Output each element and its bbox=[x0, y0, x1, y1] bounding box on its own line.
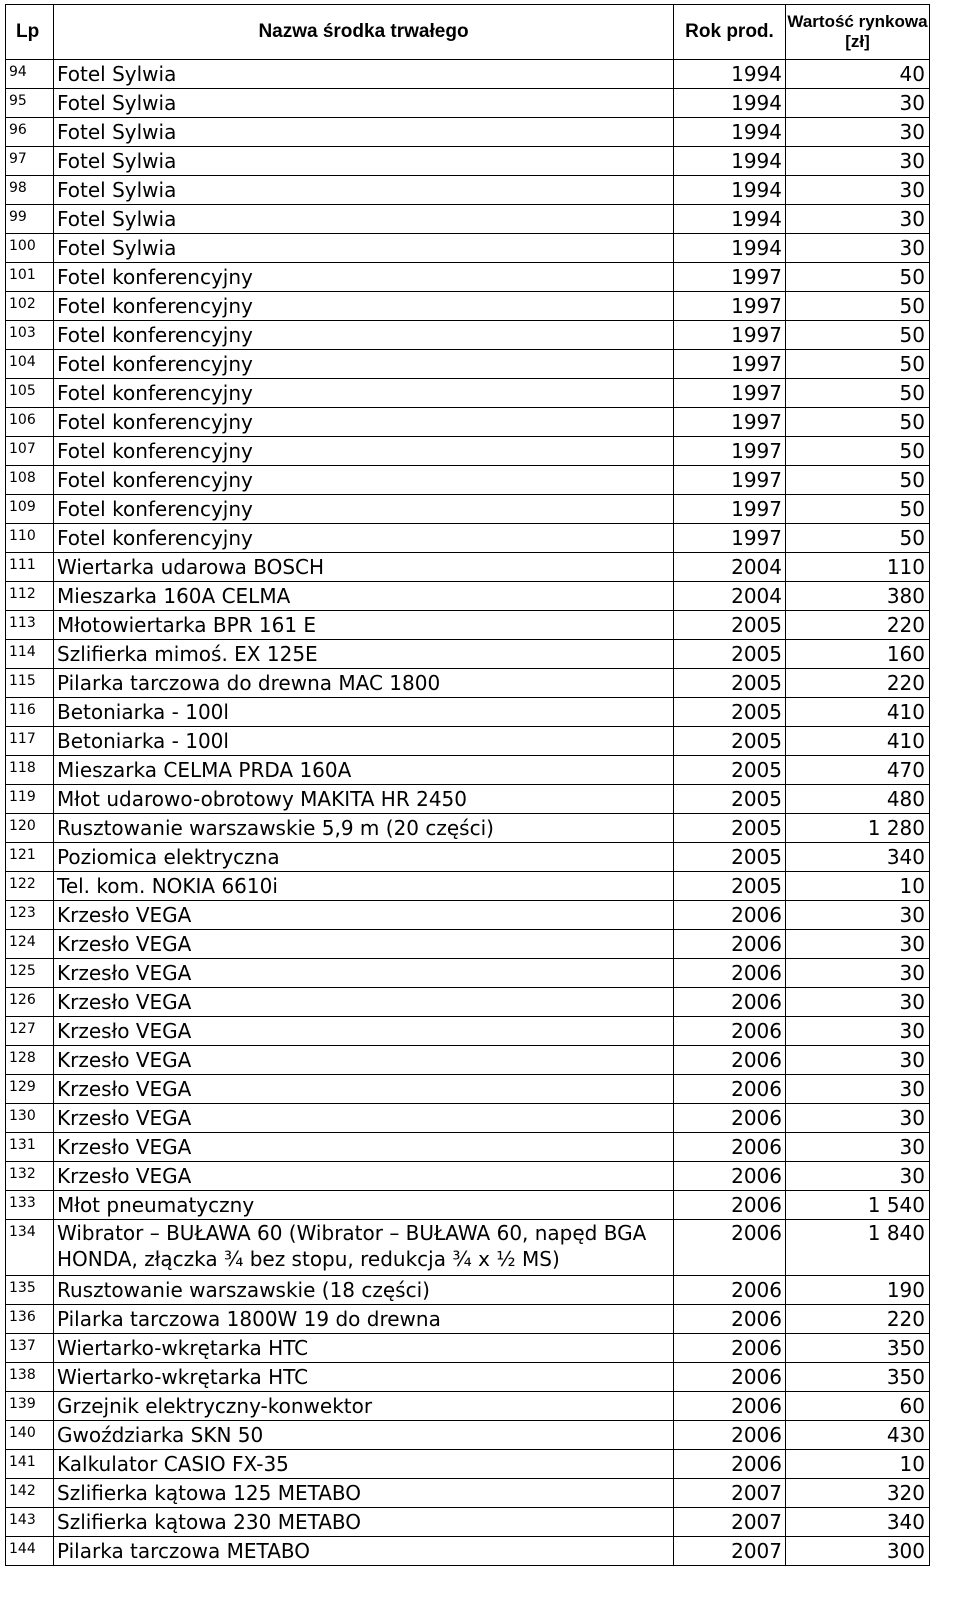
market-value-cell: 220 bbox=[786, 611, 930, 640]
table-row bbox=[6, 205, 930, 234]
lp-cell: 136 bbox=[6, 1305, 54, 1334]
lp-cell: 117 bbox=[6, 727, 54, 756]
lp-cell: 118 bbox=[6, 756, 54, 785]
lp-cell: 143 bbox=[6, 1508, 54, 1537]
table-row bbox=[6, 727, 930, 756]
production-year-cell: 2006 bbox=[674, 1363, 786, 1392]
production-year-cell: 2006 bbox=[674, 1305, 786, 1334]
table-row bbox=[6, 1133, 930, 1162]
lp-cell: 126 bbox=[6, 988, 54, 1017]
lp-cell: 105 bbox=[6, 379, 54, 408]
market-value-cell: 30 bbox=[786, 205, 930, 234]
table-row bbox=[6, 1508, 930, 1537]
production-year-cell: 1994 bbox=[674, 234, 786, 263]
asset-name-cell: Fotel konferencyjny bbox=[54, 263, 674, 292]
production-year-cell: 1994 bbox=[674, 89, 786, 118]
asset-name-cell: Fotel Sylwia bbox=[54, 234, 674, 263]
lp-cell: 141 bbox=[6, 1450, 54, 1479]
lp-cell: 114 bbox=[6, 640, 54, 669]
table-row bbox=[6, 350, 930, 379]
production-year-cell: 2006 bbox=[674, 1133, 786, 1162]
asset-name-cell: Fotel Sylwia bbox=[54, 176, 674, 205]
asset-name-cell: Rusztowanie warszawskie 5,9 m (20 części) bbox=[54, 814, 674, 843]
market-value-cell: 30 bbox=[786, 1162, 930, 1191]
header-year: Rok prod. bbox=[674, 5, 786, 60]
table-row bbox=[6, 930, 930, 959]
asset-list-sheet bbox=[5, 4, 930, 1566]
table-row bbox=[6, 1276, 930, 1305]
table-row bbox=[6, 1537, 930, 1566]
lp-cell: 116 bbox=[6, 698, 54, 727]
table-row bbox=[6, 1334, 930, 1363]
asset-name-cell: Rusztowanie warszawskie (18 części) bbox=[54, 1276, 674, 1305]
production-year-cell: 2005 bbox=[674, 640, 786, 669]
header-row bbox=[6, 5, 930, 60]
production-year-cell: 1994 bbox=[674, 176, 786, 205]
lp-cell: 124 bbox=[6, 930, 54, 959]
market-value-cell: 30 bbox=[786, 234, 930, 263]
lp-cell: 99 bbox=[6, 205, 54, 234]
market-value-cell: 40 bbox=[786, 60, 930, 89]
market-value-cell: 50 bbox=[786, 263, 930, 292]
production-year-cell: 2005 bbox=[674, 698, 786, 727]
asset-name-cell: Krzesło VEGA bbox=[54, 959, 674, 988]
table-row bbox=[6, 640, 930, 669]
table-row bbox=[6, 524, 930, 553]
lp-cell: 129 bbox=[6, 1075, 54, 1104]
production-year-cell: 2006 bbox=[674, 1104, 786, 1133]
asset-name-cell: Pilarka tarczowa METABO bbox=[54, 1537, 674, 1566]
lp-cell: 101 bbox=[6, 263, 54, 292]
lp-cell: 100 bbox=[6, 234, 54, 263]
table-row bbox=[6, 118, 930, 147]
production-year-cell: 1997 bbox=[674, 379, 786, 408]
lp-cell: 127 bbox=[6, 1017, 54, 1046]
market-value-cell: 30 bbox=[786, 176, 930, 205]
table-row bbox=[6, 176, 930, 205]
market-value-cell: 410 bbox=[786, 698, 930, 727]
market-value-cell: 470 bbox=[786, 756, 930, 785]
market-value-cell: 50 bbox=[786, 350, 930, 379]
market-value-cell: 50 bbox=[786, 495, 930, 524]
lp-cell: 119 bbox=[6, 785, 54, 814]
asset-name-cell: Krzesło VEGA bbox=[54, 901, 674, 930]
production-year-cell: 2006 bbox=[674, 959, 786, 988]
lp-cell: 133 bbox=[6, 1191, 54, 1220]
lp-cell: 132 bbox=[6, 1162, 54, 1191]
market-value-cell: 380 bbox=[786, 582, 930, 611]
asset-name-cell: Tel. kom. NOKIA 6610i bbox=[54, 872, 674, 901]
asset-name-cell: Fotel konferencyjny bbox=[54, 379, 674, 408]
market-value-cell: 340 bbox=[786, 1508, 930, 1537]
production-year-cell: 2006 bbox=[674, 1334, 786, 1363]
production-year-cell: 2006 bbox=[674, 1162, 786, 1191]
market-value-cell: 10 bbox=[786, 872, 930, 901]
production-year-cell: 1997 bbox=[674, 408, 786, 437]
production-year-cell: 2004 bbox=[674, 553, 786, 582]
asset-name-cell: Fotel konferencyjny bbox=[54, 495, 674, 524]
production-year-cell: 2006 bbox=[674, 1017, 786, 1046]
lp-cell: 103 bbox=[6, 321, 54, 350]
asset-name-cell: Kalkulator CASIO FX-35 bbox=[54, 1450, 674, 1479]
lp-cell: 111 bbox=[6, 553, 54, 582]
table-row bbox=[6, 1104, 930, 1133]
production-year-cell: 2006 bbox=[674, 1046, 786, 1075]
production-year-cell: 1994 bbox=[674, 118, 786, 147]
market-value-cell: 50 bbox=[786, 524, 930, 553]
asset-name-cell: Wibrator – BUŁAWA 60 (Wibrator – BUŁAWA 60, napęd BGA HONDA, złączka ¾ bez stopu, redukcja ¾ x ½ MS) bbox=[54, 1220, 674, 1276]
market-value-cell: 30 bbox=[786, 1075, 930, 1104]
production-year-cell: 1994 bbox=[674, 60, 786, 89]
asset-name-cell: Fotel konferencyjny bbox=[54, 408, 674, 437]
table-row bbox=[6, 60, 930, 89]
market-value-cell: 30 bbox=[786, 1133, 930, 1162]
lp-cell: 115 bbox=[6, 669, 54, 698]
lp-cell: 134 bbox=[6, 1220, 54, 1276]
market-value-cell: 10 bbox=[786, 1450, 930, 1479]
lp-cell: 104 bbox=[6, 350, 54, 379]
market-value-cell: 50 bbox=[786, 466, 930, 495]
market-value-cell: 50 bbox=[786, 379, 930, 408]
lp-cell: 120 bbox=[6, 814, 54, 843]
asset-name-cell: Wiertarko-wkrętarka HTC bbox=[54, 1363, 674, 1392]
production-year-cell: 2007 bbox=[674, 1508, 786, 1537]
production-year-cell: 2006 bbox=[674, 901, 786, 930]
market-value-cell: 190 bbox=[786, 1276, 930, 1305]
lp-cell: 125 bbox=[6, 959, 54, 988]
header-name: Nazwa środka trwałego bbox=[54, 5, 674, 60]
market-value-cell: 110 bbox=[786, 553, 930, 582]
market-value-cell: 1 840 bbox=[786, 1220, 930, 1276]
table-row bbox=[6, 321, 930, 350]
market-value-cell: 30 bbox=[786, 89, 930, 118]
market-value-cell: 1 280 bbox=[786, 814, 930, 843]
asset-name-cell: Szlifierka kątowa 230 METABO bbox=[54, 1508, 674, 1537]
production-year-cell: 1997 bbox=[674, 437, 786, 466]
production-year-cell: 2006 bbox=[674, 1191, 786, 1220]
production-year-cell: 1997 bbox=[674, 495, 786, 524]
production-year-cell: 1994 bbox=[674, 147, 786, 176]
header-value-line1: Wartość rynkowa bbox=[787, 12, 928, 32]
asset-name-cell: Krzesło VEGA bbox=[54, 930, 674, 959]
market-value-cell: 50 bbox=[786, 292, 930, 321]
table-body bbox=[6, 60, 930, 1566]
table-row bbox=[6, 234, 930, 263]
production-year-cell: 1997 bbox=[674, 466, 786, 495]
table-row bbox=[6, 843, 930, 872]
production-year-cell: 2006 bbox=[674, 1276, 786, 1305]
production-year-cell: 2005 bbox=[674, 843, 786, 872]
lp-cell: 128 bbox=[6, 1046, 54, 1075]
table-row bbox=[6, 814, 930, 843]
asset-name-cell: Fotel Sylwia bbox=[54, 60, 674, 89]
table-header bbox=[6, 5, 930, 60]
market-value-cell: 430 bbox=[786, 1421, 930, 1450]
asset-name-cell: Gwoździarka SKN 50 bbox=[54, 1421, 674, 1450]
asset-name-cell: Betoniarka - 100l bbox=[54, 698, 674, 727]
asset-name-cell: Młotowiertarka BPR 161 E bbox=[54, 611, 674, 640]
market-value-cell: 410 bbox=[786, 727, 930, 756]
table-row bbox=[6, 611, 930, 640]
table-row bbox=[6, 408, 930, 437]
table-row bbox=[6, 1046, 930, 1075]
table-row bbox=[6, 89, 930, 118]
market-value-cell: 350 bbox=[786, 1363, 930, 1392]
production-year-cell: 2005 bbox=[674, 727, 786, 756]
production-year-cell: 2007 bbox=[674, 1537, 786, 1566]
production-year-cell: 2005 bbox=[674, 669, 786, 698]
table-row bbox=[6, 437, 930, 466]
table-row bbox=[6, 1392, 930, 1421]
table-row bbox=[6, 1421, 930, 1450]
production-year-cell: 2004 bbox=[674, 582, 786, 611]
market-value-cell: 30 bbox=[786, 901, 930, 930]
lp-cell: 112 bbox=[6, 582, 54, 611]
asset-name-cell: Fotel Sylwia bbox=[54, 118, 674, 147]
table-row bbox=[6, 1017, 930, 1046]
asset-name-cell: Pilarka tarczowa do drewna MAC 1800 bbox=[54, 669, 674, 698]
asset-name-cell: Grzejnik elektryczny-konwektor bbox=[54, 1392, 674, 1421]
market-value-cell: 350 bbox=[786, 1334, 930, 1363]
production-year-cell: 1997 bbox=[674, 263, 786, 292]
asset-name-cell: Fotel Sylwia bbox=[54, 147, 674, 176]
table-row bbox=[6, 669, 930, 698]
market-value-cell: 50 bbox=[786, 437, 930, 466]
lp-cell: 138 bbox=[6, 1363, 54, 1392]
lp-cell: 121 bbox=[6, 843, 54, 872]
table-row bbox=[6, 1363, 930, 1392]
table-row bbox=[6, 292, 930, 321]
lp-cell: 107 bbox=[6, 437, 54, 466]
lp-cell: 108 bbox=[6, 466, 54, 495]
header-lp: Lp bbox=[6, 5, 54, 60]
asset-name-cell: Fotel konferencyjny bbox=[54, 437, 674, 466]
market-value-cell: 30 bbox=[786, 988, 930, 1017]
table-row bbox=[6, 901, 930, 930]
production-year-cell: 2006 bbox=[674, 930, 786, 959]
table-row bbox=[6, 1162, 930, 1191]
fixed-assets-table bbox=[5, 4, 930, 1566]
market-value-cell: 160 bbox=[786, 640, 930, 669]
lp-cell: 102 bbox=[6, 292, 54, 321]
lp-cell: 113 bbox=[6, 611, 54, 640]
production-year-cell: 2005 bbox=[674, 785, 786, 814]
asset-name-cell: Fotel konferencyjny bbox=[54, 466, 674, 495]
table-row bbox=[6, 466, 930, 495]
production-year-cell: 2006 bbox=[674, 988, 786, 1017]
market-value-cell: 50 bbox=[786, 408, 930, 437]
table-row bbox=[6, 872, 930, 901]
lp-cell: 94 bbox=[6, 60, 54, 89]
market-value-cell: 300 bbox=[786, 1537, 930, 1566]
production-year-cell: 2006 bbox=[674, 1450, 786, 1479]
production-year-cell: 1994 bbox=[674, 205, 786, 234]
market-value-cell: 50 bbox=[786, 321, 930, 350]
lp-cell: 142 bbox=[6, 1479, 54, 1508]
table-row bbox=[6, 756, 930, 785]
market-value-cell: 30 bbox=[786, 147, 930, 176]
asset-name-cell: Krzesło VEGA bbox=[54, 1017, 674, 1046]
lp-cell: 122 bbox=[6, 872, 54, 901]
market-value-cell: 220 bbox=[786, 669, 930, 698]
asset-name-cell: Fotel konferencyjny bbox=[54, 321, 674, 350]
production-year-cell: 1997 bbox=[674, 321, 786, 350]
market-value-cell: 480 bbox=[786, 785, 930, 814]
lp-cell: 96 bbox=[6, 118, 54, 147]
table-row bbox=[6, 263, 930, 292]
lp-cell: 139 bbox=[6, 1392, 54, 1421]
lp-cell: 144 bbox=[6, 1537, 54, 1566]
lp-cell: 140 bbox=[6, 1421, 54, 1450]
production-year-cell: 2005 bbox=[674, 611, 786, 640]
market-value-cell: 30 bbox=[786, 959, 930, 988]
lp-cell: 97 bbox=[6, 147, 54, 176]
market-value-cell: 320 bbox=[786, 1479, 930, 1508]
production-year-cell: 2006 bbox=[674, 1220, 786, 1276]
asset-name-cell: Wiertarko-wkrętarka HTC bbox=[54, 1334, 674, 1363]
market-value-cell: 30 bbox=[786, 1104, 930, 1133]
table-row bbox=[6, 1191, 930, 1220]
production-year-cell: 2006 bbox=[674, 1421, 786, 1450]
market-value-cell: 220 bbox=[786, 1305, 930, 1334]
production-year-cell: 2005 bbox=[674, 814, 786, 843]
asset-name-cell: Poziomica elektryczna bbox=[54, 843, 674, 872]
lp-cell: 137 bbox=[6, 1334, 54, 1363]
table-row bbox=[6, 988, 930, 1017]
market-value-cell: 30 bbox=[786, 1017, 930, 1046]
asset-name-cell: Fotel Sylwia bbox=[54, 89, 674, 118]
asset-name-cell: Młot pneumatyczny bbox=[54, 1191, 674, 1220]
asset-name-cell: Fotel konferencyjny bbox=[54, 292, 674, 321]
asset-name-cell: Mieszarka 160A CELMA bbox=[54, 582, 674, 611]
asset-name-cell: Krzesło VEGA bbox=[54, 1075, 674, 1104]
asset-name-cell: Wiertarka udarowa BOSCH bbox=[54, 553, 674, 582]
lp-cell: 109 bbox=[6, 495, 54, 524]
asset-name-cell: Fotel konferencyjny bbox=[54, 350, 674, 379]
table-row bbox=[6, 495, 930, 524]
asset-name-cell: Krzesło VEGA bbox=[54, 1133, 674, 1162]
market-value-cell: 340 bbox=[786, 843, 930, 872]
table-row bbox=[6, 959, 930, 988]
table-row bbox=[6, 785, 930, 814]
production-year-cell: 2006 bbox=[674, 1392, 786, 1421]
table-row bbox=[6, 553, 930, 582]
asset-name-cell: Krzesło VEGA bbox=[54, 1104, 674, 1133]
production-year-cell: 2007 bbox=[674, 1479, 786, 1508]
market-value-cell: 30 bbox=[786, 118, 930, 147]
market-value-cell: 1 540 bbox=[786, 1191, 930, 1220]
asset-name-cell: Szlifierka kątowa 125 METABO bbox=[54, 1479, 674, 1508]
asset-name-cell: Młot udarowo-obrotowy MAKITA HR 2450 bbox=[54, 785, 674, 814]
table-row bbox=[6, 1075, 930, 1104]
market-value-cell: 30 bbox=[786, 1046, 930, 1075]
header-value bbox=[786, 5, 930, 60]
production-year-cell: 2005 bbox=[674, 756, 786, 785]
asset-name-cell: Fotel konferencyjny bbox=[54, 524, 674, 553]
production-year-cell: 2006 bbox=[674, 1075, 786, 1104]
asset-name-cell: Krzesło VEGA bbox=[54, 1046, 674, 1075]
production-year-cell: 1997 bbox=[674, 524, 786, 553]
asset-name-cell: Pilarka tarczowa 1800W 19 do drewna bbox=[54, 1305, 674, 1334]
asset-name-cell: Betoniarka - 100l bbox=[54, 727, 674, 756]
header-value-line2: [zł] bbox=[845, 32, 870, 51]
table-row bbox=[6, 147, 930, 176]
lp-cell: 130 bbox=[6, 1104, 54, 1133]
lp-cell: 106 bbox=[6, 408, 54, 437]
asset-name-cell: Fotel Sylwia bbox=[54, 205, 674, 234]
production-year-cell: 2005 bbox=[674, 872, 786, 901]
asset-name-cell: Szlifierka mimoś. EX 125E bbox=[54, 640, 674, 669]
lp-cell: 131 bbox=[6, 1133, 54, 1162]
table-row bbox=[6, 1220, 930, 1276]
asset-name-cell: Mieszarka CELMA PRDA 160A bbox=[54, 756, 674, 785]
asset-name-cell: Krzesło VEGA bbox=[54, 1162, 674, 1191]
market-value-cell: 30 bbox=[786, 930, 930, 959]
lp-cell: 95 bbox=[6, 89, 54, 118]
lp-cell: 98 bbox=[6, 176, 54, 205]
production-year-cell: 1997 bbox=[674, 350, 786, 379]
table-row bbox=[6, 379, 930, 408]
market-value-cell: 60 bbox=[786, 1392, 930, 1421]
asset-name-cell: Krzesło VEGA bbox=[54, 988, 674, 1017]
table-row bbox=[6, 1479, 930, 1508]
lp-cell: 135 bbox=[6, 1276, 54, 1305]
table-row bbox=[6, 582, 930, 611]
table-row bbox=[6, 1305, 930, 1334]
lp-cell: 110 bbox=[6, 524, 54, 553]
table-row bbox=[6, 1450, 930, 1479]
lp-cell: 123 bbox=[6, 901, 54, 930]
table-row bbox=[6, 698, 930, 727]
production-year-cell: 1997 bbox=[674, 292, 786, 321]
